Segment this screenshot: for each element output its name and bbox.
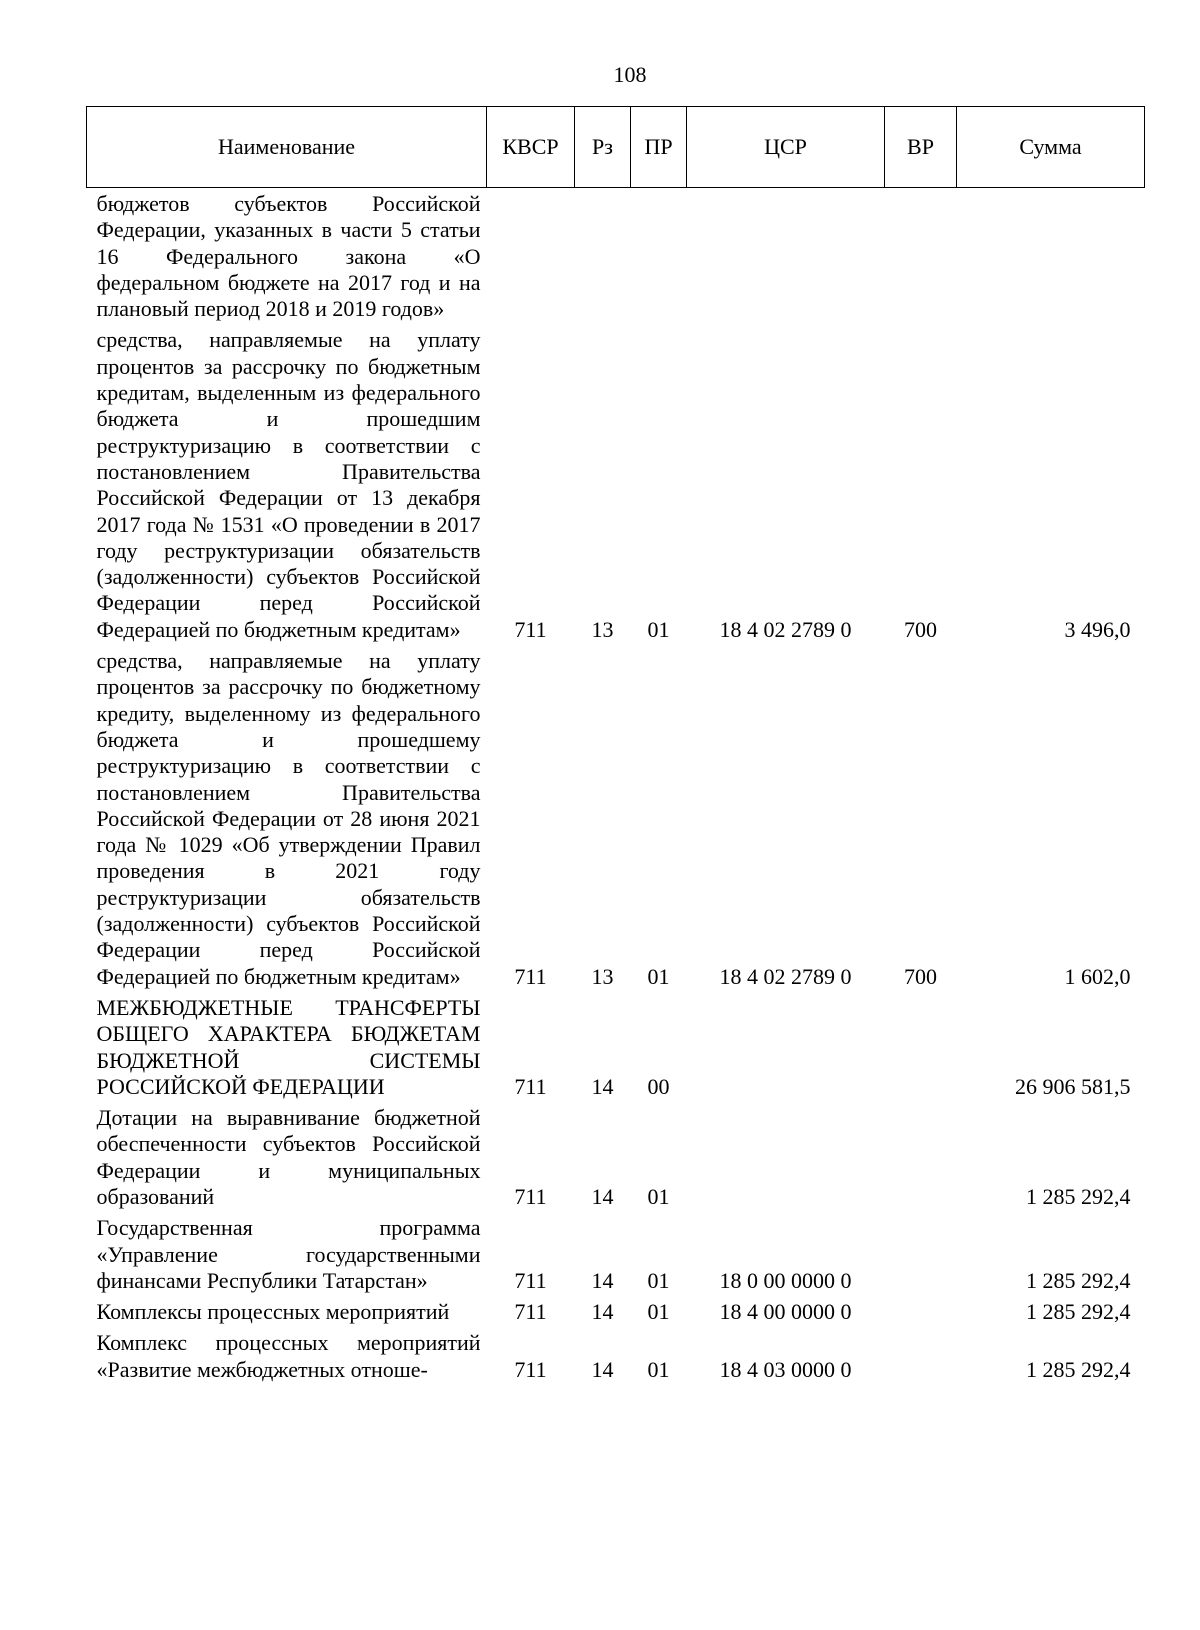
row-rz: 14: [591, 1267, 614, 1293]
row-kvsr: 711: [514, 1356, 547, 1382]
row-kvsr: 711: [514, 1267, 547, 1293]
table-header-row: [87, 107, 1145, 188]
table-row: [87, 1215, 1145, 1299]
table-row: [87, 1299, 1145, 1330]
header-rz: Рз: [575, 107, 631, 188]
table-row: [87, 995, 1145, 1105]
row-kvsr: 711: [514, 616, 547, 642]
row-name: Дотации на выравнивание бюджетной обеспеченности субъектов Российской Федерации и муниципальных образований: [96, 1105, 481, 1209]
row-rz: [575, 188, 631, 328]
row-rz: 14: [591, 1356, 614, 1382]
row-vr: [885, 995, 957, 1105]
row-rz: 13: [591, 963, 614, 989]
row-pr: 01: [647, 616, 670, 642]
header-pr: ПР: [631, 107, 687, 188]
row-csr: 18 4 02 2789 0: [719, 963, 852, 989]
row-vr: [885, 1299, 957, 1330]
row-kvsr: 711: [514, 1299, 547, 1325]
row-pr: 01: [647, 1299, 670, 1325]
header-kvsr: КВСР: [487, 107, 575, 188]
row-csr: 18 4 00 0000 0: [719, 1299, 852, 1325]
row-sum: 1 285 292,4: [1026, 1267, 1131, 1293]
table-row: [87, 327, 1145, 648]
table-row: [87, 648, 1145, 995]
row-name: МЕЖБЮДЖЕТНЫЕ ТРАНСФЕРТЫ ОБЩЕГО ХАРАКТЕРА БЮДЖЕТАМ БЮДЖЕТНОЙ СИСТЕМЫ РОССИЙСКОЙ ФЕДЕРАЦИИ: [96, 994, 481, 1099]
row-kvsr: 711: [514, 963, 547, 989]
table-row: [87, 188, 1145, 328]
row-pr: 01: [647, 1183, 670, 1209]
page-number: 108: [613, 62, 647, 87]
row-vr: 700: [904, 963, 937, 989]
row-csr: [687, 1105, 885, 1215]
row-pr: [631, 188, 687, 328]
row-rz: 14: [591, 1073, 614, 1099]
table-row: [87, 1330, 1145, 1388]
row-name: средства, направляемые на уплату процентов за рассрочку по бюджетным кредитам, выделенным из федерального бюджета и прошедшим реструктуризацию в соответствии с постановлением Правительства Российской Федерации от 13 декабря 2017 года № 1531 «О проведении в 2017 году реструктуризации обязательств (задолженности) субъектов Российской Федерации перед Российской Федерацией по бюджетным кредитам»: [96, 327, 481, 642]
row-sum: [957, 188, 1145, 328]
row-name: бюджетов субъектов Российской Федерации, указанных в части 5 статьи 16 Федерального закона «О федеральном бюджете на 2017 год и на плановый период 2018 и 2019 годов»: [96, 191, 481, 322]
row-kvsr: [487, 188, 575, 328]
row-sum: 3 496,0: [1064, 616, 1131, 642]
row-rz: 14: [591, 1299, 614, 1325]
row-csr: 18 4 02 2789 0: [719, 616, 852, 642]
row-vr: [885, 1215, 957, 1299]
header-csr: ЦСР: [687, 107, 885, 188]
row-vr: [885, 188, 957, 328]
header-sum: Сумма: [957, 107, 1145, 188]
row-sum: 1 285 292,4: [1026, 1356, 1131, 1382]
row-name: Государственная программа «Управление государственными финансами Республики Татарстан»: [96, 1215, 481, 1293]
row-name: средства, направляемые на уплату процентов за рассрочку по бюджетному кредиту, выделенному из федерального бюджета и прошедшему реструктуризацию в соответствии с постановлением Правительства Российской Федерации от 28 июня 2021 года № 1029 «Об утверждении Правил проведения в 2021 году реструктуризации обязательств (задолженности) субъектов Российской Федерации перед Российской Федерацией по бюджетным кредитам»: [96, 648, 481, 989]
row-pr: 01: [647, 1356, 670, 1382]
row-rz: 14: [591, 1183, 614, 1209]
table-row: [87, 1105, 1145, 1215]
row-csr: [687, 995, 885, 1105]
row-sum: 1 602,0: [1064, 963, 1131, 989]
row-pr: 01: [647, 963, 670, 989]
row-kvsr: 711: [514, 1073, 547, 1099]
row-sum: 26 906 581,5: [1015, 1073, 1131, 1099]
row-vr: [885, 1330, 957, 1388]
row-name: Комплексы процессных мероприятий: [96, 1299, 450, 1325]
row-rz: 13: [591, 616, 614, 642]
header-vr: ВР: [885, 107, 957, 188]
row-vr: [885, 1105, 957, 1215]
row-sum: 1 285 292,4: [1026, 1183, 1131, 1209]
row-pr: 01: [647, 1267, 670, 1293]
row-pr: 00: [647, 1073, 670, 1099]
row-csr: 18 0 00 0000 0: [719, 1267, 852, 1293]
row-csr: [687, 188, 885, 328]
header-name: Наименование: [87, 107, 487, 188]
row-kvsr: 711: [514, 1183, 547, 1209]
row-csr: 18 4 03 0000 0: [719, 1356, 852, 1382]
row-vr: 700: [904, 616, 937, 642]
row-name: Комплекс процессных мероприятий «Развитие межбюджетных отноше-: [96, 1330, 481, 1382]
row-sum: 1 285 292,4: [1026, 1299, 1131, 1325]
budget-table: [86, 106, 1145, 1388]
